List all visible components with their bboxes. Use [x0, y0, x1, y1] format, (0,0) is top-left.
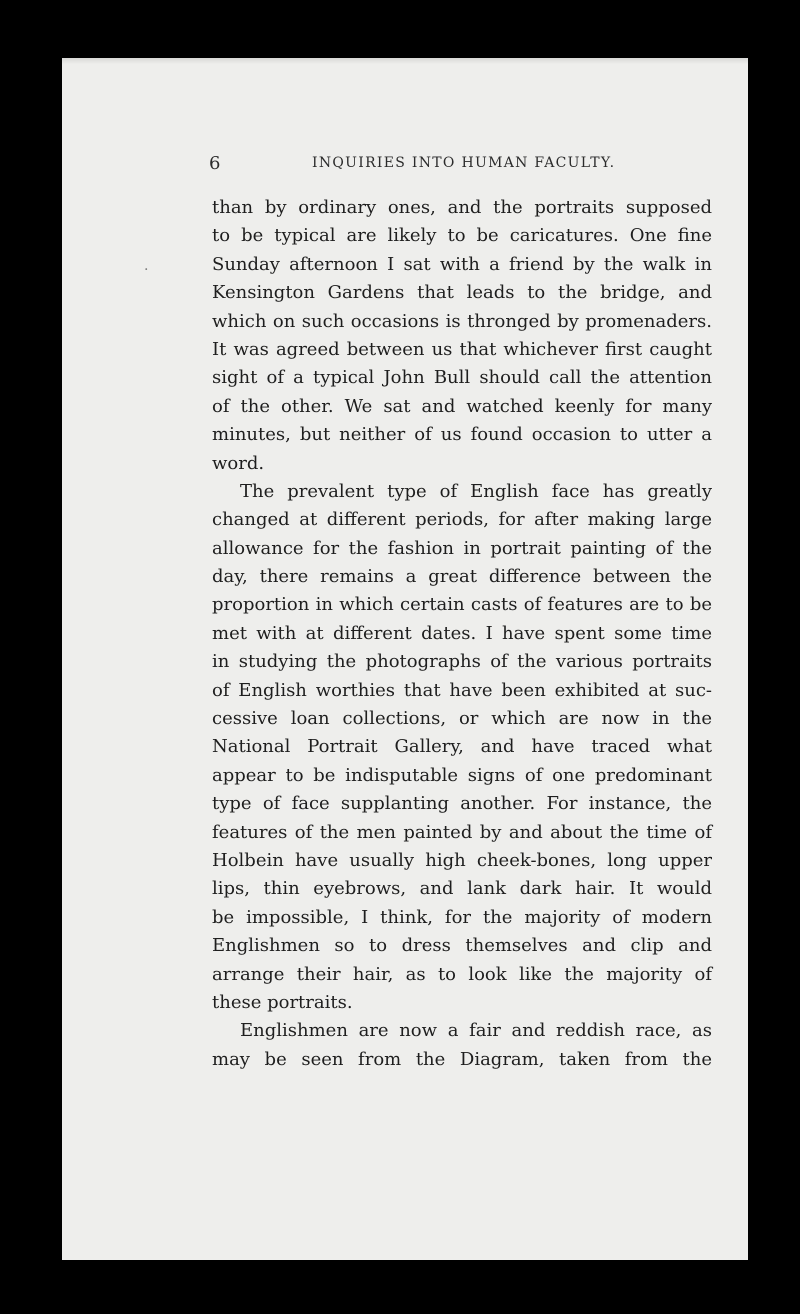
text-line: It was agreed between us that whichever first caught: [212, 338, 712, 360]
text-line: Holbein have usually high cheek-bones, long upper: [212, 849, 712, 871]
text-line: sight of a typical John Bull should call the attention: [212, 367, 712, 389]
text-line: be impossible, I think, for the majority of modern: [212, 906, 712, 928]
text-line: which on such occasions is thronged by promenaders.: [212, 310, 712, 332]
paragraph-2: [212, 478, 712, 1017]
text-line: arrange their hair, as to look like the majority of: [212, 963, 712, 985]
text-line: Englishmen so to dress themselves and clip and: [212, 935, 712, 957]
text-line: proportion in which certain casts of features are to be: [212, 594, 712, 616]
text-line: Kensington Gardens that leads to the bridge, and: [212, 282, 712, 304]
text-line: The prevalent type of English face has greatly: [240, 480, 712, 502]
margin-mark: .: [144, 258, 149, 274]
text-line: type of face supplanting another. For instance, the: [212, 793, 712, 815]
running-title: INQUIRIES INTO HUMAN FACULTY.: [312, 155, 616, 171]
text-line: than by ordinary ones, and the portraits supposed: [212, 197, 712, 218]
text-line: lips, thin eyebrows, and lank dark hair. It would: [212, 878, 712, 900]
text-line: allowance for the fashion in portrait painting of the: [212, 537, 712, 559]
page-number: 6: [209, 153, 221, 174]
paragraph-1: [212, 194, 712, 478]
text-line: features of the men painted by and about the time of: [212, 821, 712, 843]
text-line: may be seen from the Diagram, taken from the: [212, 1048, 712, 1070]
text-line: changed at different periods, for after making large: [212, 509, 712, 531]
text-line: met with at different dates. I have spent some time: [212, 622, 712, 644]
text-line: day, there remains a great difference between the: [212, 566, 712, 588]
text-line: of the other. We sat and watched keenly for many: [212, 395, 712, 417]
text-line: National Portrait Gallery, and have traced what: [212, 736, 712, 758]
page-header: [62, 153, 748, 177]
text-line: Englishmen are now a fair and reddish race, as: [240, 1020, 712, 1042]
text-line: these portraits.: [212, 991, 353, 1013]
text-line: appear to be indisputable signs of one predominant: [212, 764, 712, 786]
body-text: [212, 194, 712, 1074]
text-line: minutes, but neither of us found occasion to utter a: [212, 424, 712, 446]
text-line: word.: [212, 452, 265, 474]
text-line: Sunday afternoon I sat with a friend by the walk in: [212, 253, 712, 275]
text-line: to be typical are likely to be caricatures. One fine: [212, 225, 712, 247]
text-line: cessive loan collections, or which are now in the: [212, 708, 712, 730]
paragraph-3: [212, 1017, 712, 1074]
text-line: of English worthies that have been exhibited at suc-: [212, 679, 712, 701]
text-line: in studying the photographs of the various portraits: [212, 651, 712, 673]
book-page: [62, 58, 748, 1260]
